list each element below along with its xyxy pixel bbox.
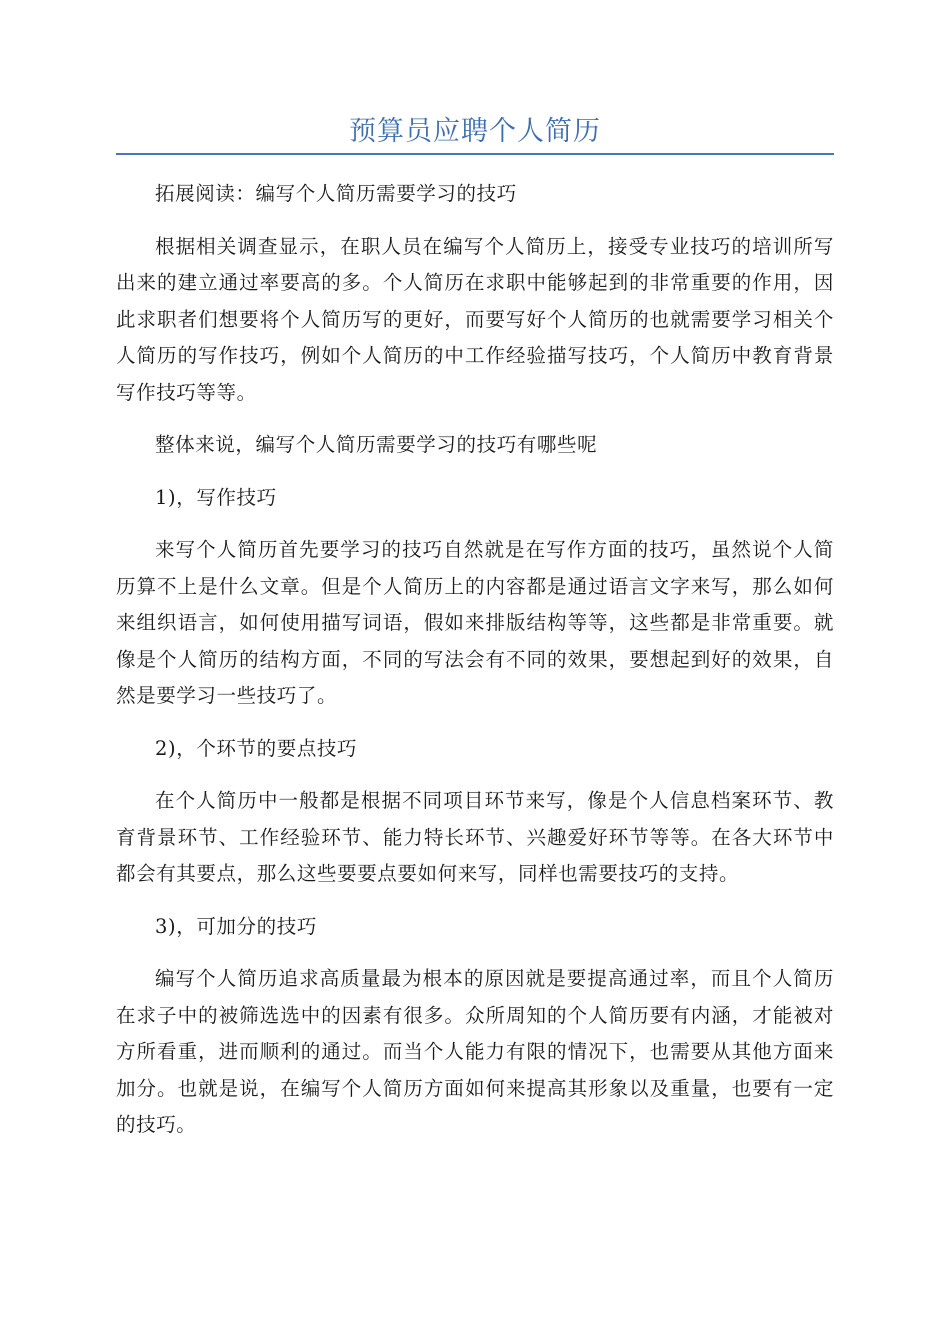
paragraph-intro: 根据相关调查显示，在职人员在编写个人简历上，接受专业技巧的培训所写出来的建立通过率要高的多。个人简历在求职中能够起到的非常重要的作用，因此求职者们想要将个人简历写的更好，而要写好个人简历的也就需要学习相关个人简历的写作技巧，例如个人简历的中工作经验描写技巧，个人简历中教育背景写作技巧等等。: [116, 234, 834, 404]
paragraph-bonus-skills: 编写个人简历追求高质量最为根本的原因就是要提高通过率，而且个人简历在求子中的被筛选选中的因素有很多。众所周知的个人简历要有内涵，才能被对方所看重，进而顺利的通过。而当个人能力有限的情况下，也需要从其他方面来加分。也就是说，在编写个人简历方面如何来提高其形象以及重量，也要有一定的技巧。: [116, 967, 834, 1136]
heading-bonus-skills: 3)，可加分的技巧: [155, 914, 317, 938]
paragraph-section-key-points: 在个人简历中一般都是根据不同项目环节来写，像是个人信息档案环节、教育背景环节、工作经验环节、能力特长环节、兴趣爱好环节等等。在各大环节中都会有其要点，那么这些要要点要如何来写，同样也需要技巧的支持。: [116, 789, 834, 885]
heading-writing-skills: 1)，写作技巧: [155, 485, 277, 509]
document-title: 预算员应聘个人简历: [349, 116, 601, 147]
paragraph-overview: 整体来说，编写个人简历需要学习的技巧有哪些呢: [155, 433, 598, 456]
document-body: [116, 176, 834, 1160]
heading-section-key-points: 2)，个环节的要点技巧: [155, 736, 358, 760]
paragraph-writing-skills: 来写个人简历首先要学习的技巧自然就是在写作方面的技巧，虽然说个人简历算不上是什么文章。但是个人简历上的内容都是通过语言文字来写，那么如何来组织语言，如何使用描写词语，假如来排版结构等等，这些都是非常重要。就像是个人简历的结构方面，不同的写法会有不同的效果，要想起到好的效果，自然是要学习一些技巧了。: [116, 538, 834, 707]
title-underline: [116, 153, 834, 155]
paragraph-further-reading: 拓展阅读：编写个人简历需要学习的技巧: [155, 182, 517, 205]
